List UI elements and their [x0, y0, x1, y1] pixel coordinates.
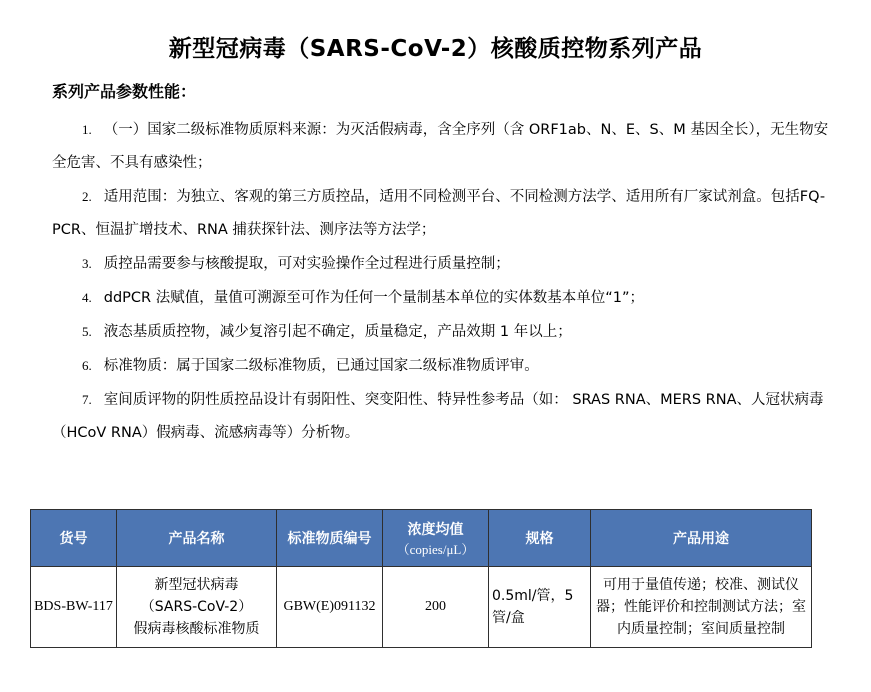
- item-number: 1.: [82, 122, 92, 137]
- list-item: [52, 349, 832, 383]
- cell-code: BDS-BW-117: [31, 567, 117, 648]
- section-heading: 系列产品参数性能：: [52, 82, 197, 101]
- header-spec: 规格: [489, 510, 591, 567]
- name-line: 假病毒核酸标准物质: [133, 621, 260, 637]
- name-line: 新型冠状病毒: [154, 577, 239, 593]
- header-code: 货号: [31, 510, 117, 567]
- header-conc-unit: （copies/μL）: [396, 541, 475, 557]
- item-text: ddPCR 法赋值，量值可溯源至可作为任何一个量制基本单位的实体数基本单位“1”；: [103, 290, 644, 306]
- header-concentration: [383, 510, 489, 567]
- cell-use: 可用于量值传递；校准、测试仪器；性能评价和控制测试方法；室内质量控制；室间质量控制: [591, 567, 812, 648]
- cell-ref-no: GBW(E)091132: [277, 567, 383, 648]
- item-text: 标准物质：属于国家二级标准物质，已通过国家二级标准物质评审。: [103, 358, 539, 374]
- header-use: 产品用途: [591, 510, 812, 567]
- item-text: 适用范围：为独立、客观的第三方质控品，适用不同检测平台、不同检测方法学、适用所有厂家试剂盒。包括FQ-PCR、恒温扩增技术、RNA 捕获探针法、测序法等方法学；: [52, 189, 826, 238]
- table-row: [31, 567, 812, 648]
- item-text: 质控品需要参与核酸提取，可对实验操作全过程进行质量控制；: [103, 256, 510, 272]
- cell-name: [117, 567, 277, 648]
- page-title: 新型冠病毒（SARS-CoV-2）核酸质控物系列产品: [168, 36, 703, 62]
- list-item: [52, 180, 832, 247]
- list-item: [52, 315, 832, 349]
- header-ref-no: 标准物质编号: [277, 510, 383, 567]
- header-conc-label: 浓度均值: [407, 521, 464, 538]
- list-item: [52, 247, 832, 281]
- cell-spec: 0.5ml/管，5管/盒: [489, 567, 591, 648]
- item-text: 液态基质质控物，减少复溶引起不确定，质量稳定，产品效期 1 年以上；: [103, 324, 572, 340]
- cell-concentration: 200: [383, 567, 489, 648]
- item-number: 6.: [82, 358, 92, 373]
- item-text: （一）国家二级标准物质原料来源：为灭活假病毒，含全序列（含 ORF1ab、N、E、S、M 基因全长），无生物安全危害、不具有感染性；: [52, 122, 829, 171]
- product-table: [30, 509, 812, 648]
- name-line: （SARS-CoV-2）: [140, 599, 253, 615]
- header-name: 产品名称: [117, 510, 277, 567]
- item-text: 室间质评物的阴性质控品设计有弱阳性、突变阳性、特异性参考品（如： SRAS RNA、MERS RNA、人冠状病毒（HCoV RNA）假病毒、流感病毒等）分析物。: [52, 392, 824, 441]
- list-item: [52, 281, 832, 315]
- item-number: 3.: [82, 256, 92, 271]
- item-number: 7.: [82, 392, 92, 407]
- item-number: 4.: [82, 290, 92, 305]
- list-item: [52, 383, 832, 450]
- item-number: 5.: [82, 324, 92, 339]
- parameter-list: [52, 113, 832, 450]
- table-header-row: [31, 510, 812, 567]
- list-item: [52, 113, 832, 180]
- item-number: 2.: [82, 189, 92, 204]
